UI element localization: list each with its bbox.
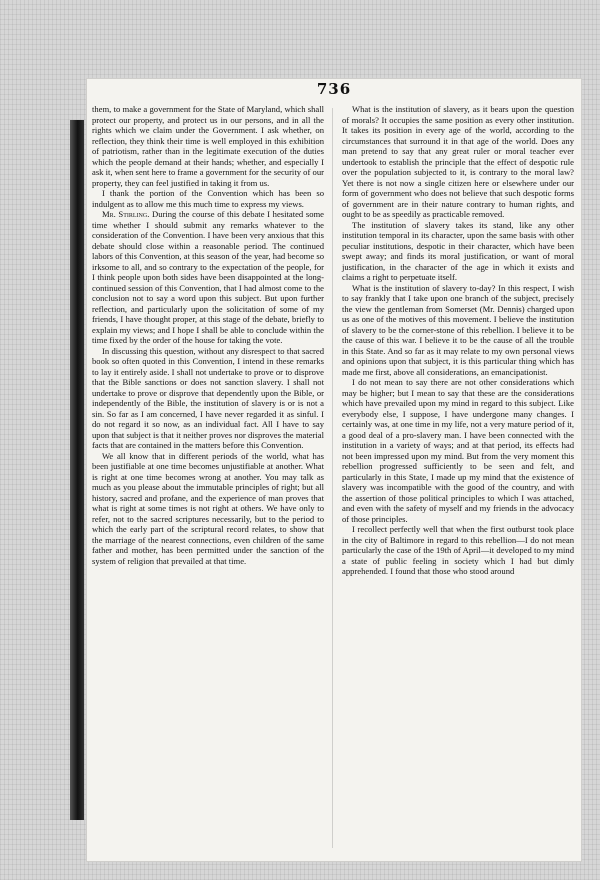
left-column bbox=[92, 104, 324, 566]
paragraph: What is the institution of slavery to-day? In this respect, I wish to say frankly that I take upon one branch of the subject, precisely the view the gentleman from Somerset (Mr. Dennis) charged upon us as one of the motives of this movement. I believe the institution of slavery to be the corner-stone of this rebellion. I believe it to be the cause of this war. I believe it to be the cause of all the trouble in this State. And so far as it may relate to my own personal views and opinions upon that subject, it is this particular thing which has made me first, above all considerations, an emancipationist. bbox=[342, 282, 574, 377]
page-number: 736 bbox=[316, 80, 352, 98]
paragraph-text: During the course of this debate I hesitated some time whether I should submit any remarks whatever to the consideration of the Convention. I have been very anxious that this debate should close within a reasonable period. The continued labors of this Convention, at this season of the year, had become so irksome to all, and so contrary to the expectation of the people, for I think people upon both sides have been disappointed at the long-continued session of this Convention, that I had almost come to the conclusion not to say a word upon this subject. But upon further reflection, and particularly upon the solicitation of some of my friends, I have thought proper, at this stage of the debate, briefly to explain my views; and I hope I shall be able to conclude within the time fixed by the order of the house for taking the vote. bbox=[92, 209, 324, 345]
paragraph: We all know that in different periods of the world, what has been justifiable at one time becomes unjustifiable at another. What is right at one time becomes wrong at another. You may talk as much as you please about the immutable principles of right; but all history, sacred and profane, and the experience of man proves that what is right at some times is not right at others. We have only to refer, not to the sacred scriptures necessarily, but to the period to which the early part of the scriptural record relates, to show that the marriage of the nearest connections, even children of the same father and mother, has been permitted under the sanction of the system of religion that prevailed at that time. bbox=[92, 450, 324, 566]
column-divider bbox=[332, 108, 333, 848]
paragraph: them, to make a government for the State of Maryland, which shall protect our property, and protect us in our persons, and in all the rights which we claim under the Government. I ask whether, on reflection, they think their time is well employed in this exhibition of patriotism, rather than in the legitimate execution of the duties which the people demand at their hands; whether, and especially I ask it, when sent here to frame a government for the security of our property, they can feel justified in taking it from us. bbox=[92, 104, 324, 188]
paragraph: The institution of slavery takes its stand, like any other institution temporal in its character, upon the same basis with other peculiar institutions, despotic in their character, which have been swept away; and finds its moral justification, or want of moral justification, in the character of the age in which it exists and claims a right to perpetuate itself. bbox=[342, 219, 574, 282]
document-page bbox=[86, 78, 582, 862]
paragraph: I thank the portion of the Convention which has been so indulgent as to allow me this much time to express my views. bbox=[92, 188, 324, 209]
book-spine-shadow bbox=[70, 120, 84, 820]
right-column bbox=[342, 104, 574, 577]
paragraph bbox=[92, 209, 324, 346]
paragraph: In discussing this question, without any disrespect to that sacred book so often quoted in this Convention, I intend in these remarks to lay it entirely aside. I shall not undertake to prove or to disprove that the Bible sanctions or does not sanction slavery. I shall not undertake to prove or disprove that dependently upon the Bible, or independently of the Bible, the institution of slavery is or is not a sin. So far as I am concerned, I have never regarded it as sinful. I do not regard it so now, as an individual fact. All I have to say upon that subject is that it neither proves nor disproves the material facts that are contained in the matters before this Convention. bbox=[92, 345, 324, 450]
paragraph: What is the institution of slavery, as it bears upon the question of morals? It occupies the same position as every other institution. It takes its position in every age of the world, according to the circumstances that surround it in that age of the world. Does any man pretend to say that any great ruler or moral teacher ever undertook to establish the principle that the effect of despotic rule over the population subjected to it, is contrary to the moral law? Yet there is not now a single citizen here or elsewhere under our form of government who does not believe that such despotic forms of government are in their nature contrary to human rights, and ought to be as speedily as practicable removed. bbox=[342, 104, 574, 219]
paragraph: I do not mean to say there are not other considerations which may be higher; but I mean to say that these are the considerations which have prevailed upon my mind in regard to this subject. Like everybody else, I suppose, I have undergone many changes. I certainly was, at one time in my life, not a very mature period of it, a good deal of a pro-slavery man. I have been connected with the institution in a variety of ways; and at that period, its effects had not been impressed upon my mind. But from the very moment this rebellion progressed sufficiently to be seen and felt, and particularly in this State, I made up my mind that the existence of slavery was incompatible with the good of the country, and with the assertion of those political principles to which I was attached, and even with the safety of myself and my friends in the advocacy of those principles. bbox=[342, 377, 574, 524]
speaker-name: Mr. Stirling. bbox=[102, 209, 150, 219]
paragraph: I recollect perfectly well that when the first outburst took place in the city of Baltimore in regard to this rebellion—I do not mean particularly the case of the 19th of April—it developed to my mind a state of public feeling in society which I had but dimly apprehended. I found that those who stood around bbox=[342, 524, 574, 576]
